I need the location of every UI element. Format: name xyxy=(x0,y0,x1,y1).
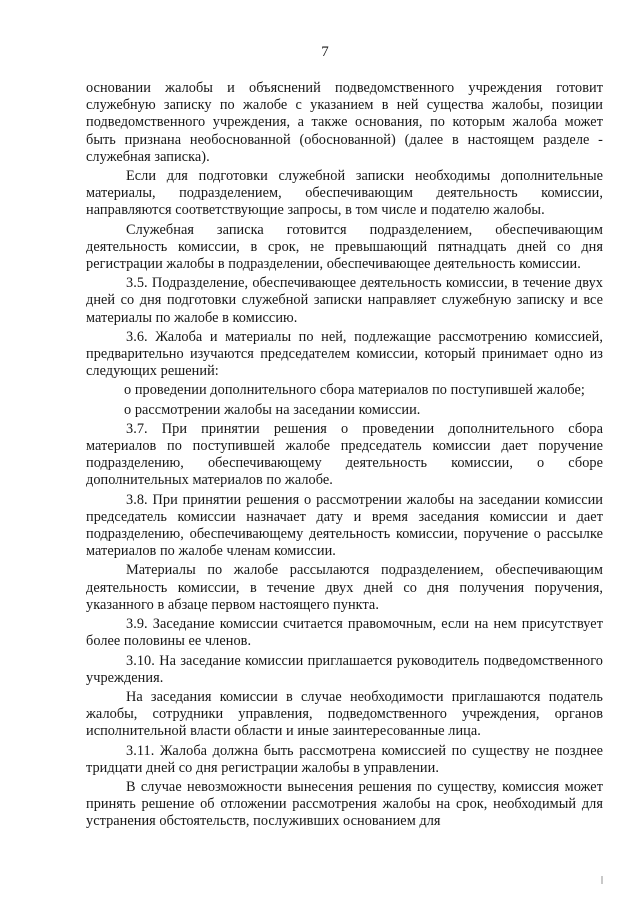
page-number: 7 xyxy=(321,44,329,60)
paragraph-3-7: 3.7. При принятии решения о проведении дополнительного сбора материалов по поступившей жалобе председатель комиссии дает поручение подразделению, обеспечивающему деятельность комиссии, о сборе дополнительных материалов по жалобе. xyxy=(86,420,603,489)
paragraph-invited-persons: На заседания комиссии в случае необходимости приглашаются податель жалобы, сотрудники управления, подведомственного учреждения, органов исполнительной власти области и иные заинтересованные лица. xyxy=(86,688,603,740)
paragraph-postponement: В случае невозможности вынесения решения по существу, комиссия может принять решение об отложении рассмотрения жалобы на срок, необходимый для устранения обстоятельств, послуживших основанием для xyxy=(86,778,603,830)
paragraph-3-6: 3.6. Жалоба и материалы по ней, подлежащие рассмотрению комиссией, предварительно изучаются председателем комиссии, который принимает одно из следующих решений: xyxy=(86,328,603,380)
paragraph-continued-memo: основании жалобы и объяснений подведомственного учреждения готовит служебную записку по жалобе с указанием в ней существа жалобы, позиции подведомственного учреждения, а также основания, по которым жалоба может быть признана необоснованной (обоснованной) (далее в настоящем разделе - служебная записка). xyxy=(86,80,603,165)
scan-mark xyxy=(601,876,603,884)
paragraph-3-8: 3.8. При принятии решения о рассмотрении жалобы на заседании комиссии председатель комиссии назначает дату и время заседания комиссии и дает подразделению, обеспечивающему деятельность комиссии, поручение о рассылке материалов по жалобе членам комиссии. xyxy=(86,491,603,560)
paragraph-memo-deadline: Служебная записка готовится подразделением, обеспечивающим деятельность комиссии, в срок, не превышающий пятнадцать дней со дня регистрации жалобы в подразделении, обеспечивающее деятельность комиссии. xyxy=(86,221,603,273)
paragraph-3-5: 3.5. Подразделение, обеспечивающее деятельность комиссии, в течение двух дней со дня подготовки служебной записки направляет служебную записку и все материалы по жалобе в комиссию. xyxy=(86,275,603,326)
decision-option-additional-collection: о проведении дополнительного сбора материалов по поступившей жалобе; xyxy=(124,382,585,399)
paragraph-additional-materials: Если для подготовки служебной записки необходимы дополнительные материалы, подразделением, обеспечивающим деятельность комиссии, направляются соответствующие запросы, в том числе и подателю жалобы. xyxy=(86,168,603,219)
paragraph-3-11: 3.11. Жалоба должна быть рассмотрена комиссией по существу не позднее тридцати дней со дня регистрации жалобы в управлении. xyxy=(86,742,603,776)
document-body xyxy=(86,80,603,833)
paragraph-3-9: 3.9. Заседание комиссии считается правомочным, если на нем присутствует более половины ее членов. xyxy=(86,616,603,650)
paragraph-materials-distribution: Материалы по жалобе рассылаются подразделением, обеспечивающим деятельность комиссии, в течение двух дней со дня получения поручения, указанного в абзаце первом настоящего пункта. xyxy=(86,562,603,613)
decision-option-meeting-review: о рассмотрении жалобы на заседании комиссии. xyxy=(124,401,421,418)
paragraph-3-10: 3.10. На заседание комиссии приглашается руководитель подведомственного учреждения. xyxy=(86,652,603,686)
